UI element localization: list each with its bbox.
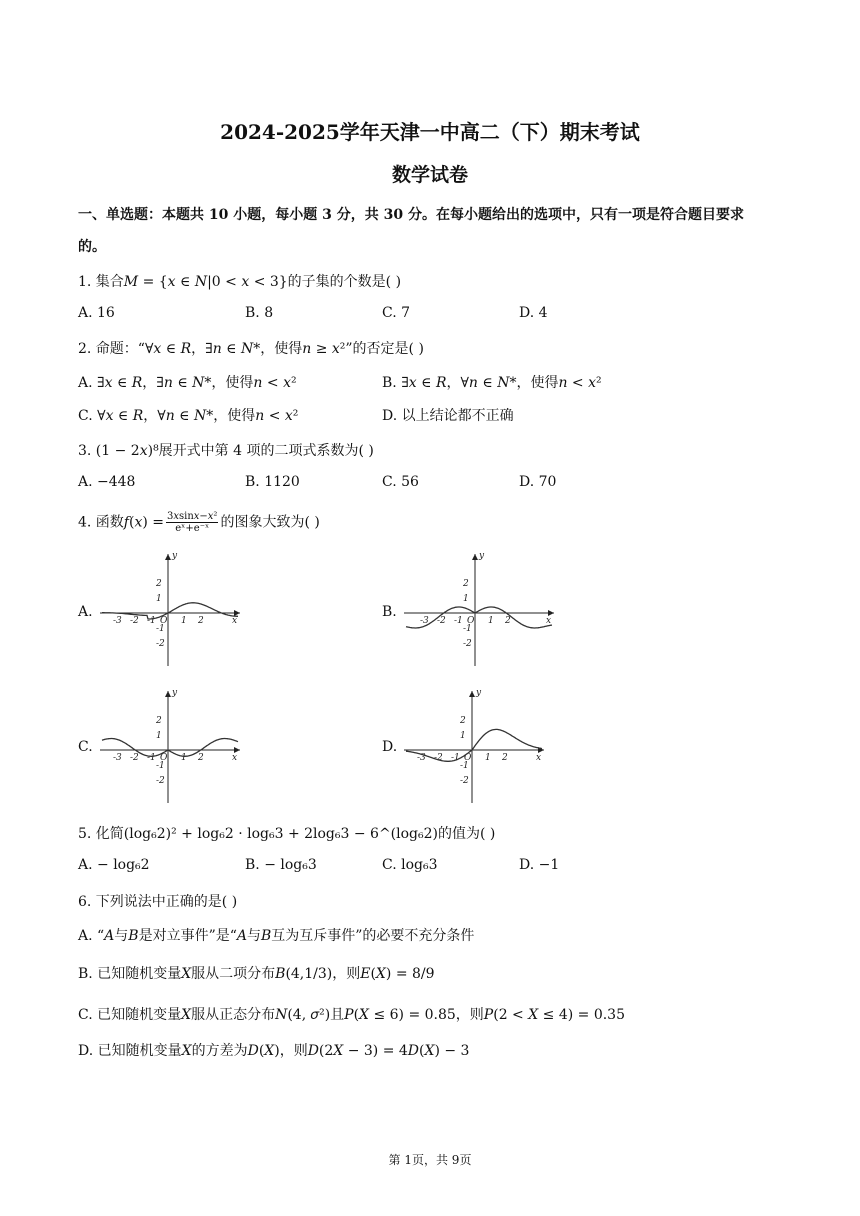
- q5-option-c: C. log₆3: [382, 857, 438, 873]
- y-axis-label: y: [172, 688, 178, 698]
- y-tick-label: -2: [460, 776, 469, 786]
- origin-label: O: [467, 616, 475, 626]
- q4-label-c: C.: [78, 739, 93, 755]
- x-tick-label: 1: [181, 753, 187, 763]
- q2-option-b: B. ∃𝑥 ∈ 𝑅，∀𝑛 ∈ 𝑁*，使得𝑛 < 𝑥²: [382, 375, 602, 391]
- q6-stem: 6. 下列说法中正确的是( ): [78, 894, 238, 910]
- q3-option-b: B. 1120: [245, 474, 300, 490]
- x-tick-label: 1: [485, 753, 491, 763]
- x-axis-label: x: [232, 753, 238, 763]
- q3-option-a: A. −448: [78, 474, 136, 490]
- q4-fraction: [166, 511, 218, 534]
- q1-option-c: C. 7: [382, 305, 411, 321]
- origin-label: O: [464, 753, 472, 763]
- x-tick-label: -3: [113, 616, 122, 626]
- q6-option-a: A. “𝐴与𝐵是对立事件”是“𝐴与𝐵互为互斥事件”的必要不充分条件: [78, 928, 475, 944]
- q6-option-d: D. 已知随机变量𝑋的方差为𝐷(𝑋)，则𝐷(2𝑋 − 3) = 4𝐷(𝑋) − 3: [78, 1043, 470, 1059]
- q4-graph-d: [400, 685, 550, 807]
- page-footer: 第 1页，共 9页: [388, 1153, 472, 1167]
- q2-option-c: C. ∀𝑥 ∈ 𝑅，∀𝑛 ∈ 𝑁*，使得𝑛 < 𝑥²: [78, 408, 299, 424]
- function-curve: [102, 603, 238, 619]
- x-axis-label: x: [232, 616, 238, 626]
- origin-label: O: [160, 753, 168, 763]
- y-tick-label: -1: [463, 624, 472, 634]
- y-tick-label: -1: [156, 761, 165, 771]
- q3-option-c: C. 56: [382, 474, 419, 490]
- q3-option-d: D. 70: [519, 474, 557, 490]
- y-tick-label: 1: [463, 594, 469, 604]
- q4-graph-a: [96, 548, 246, 670]
- y-tick-label: -2: [156, 639, 165, 649]
- y-axis-arrow: [165, 554, 171, 560]
- x-tick-label: -2: [130, 616, 139, 626]
- y-tick-label: 2: [463, 579, 469, 589]
- y-tick-label: -1: [156, 624, 165, 634]
- y-axis-label: y: [476, 688, 482, 698]
- y-tick-label: -1: [460, 761, 469, 771]
- x-tick-label: -1: [454, 616, 463, 626]
- q4-label-a: A.: [78, 604, 93, 620]
- x-tick-label: -2: [434, 753, 443, 763]
- q2-stem: 2. 命题：“∀𝑥 ∈ 𝑅，∃𝑛 ∈ 𝑁*，使得𝑛 ≥ 𝑥²”的否定是( ): [78, 341, 424, 357]
- q5-option-a: A. − log₆2: [78, 857, 150, 873]
- q1-option-d: D. 4: [519, 305, 548, 321]
- x-tick-label: -1: [147, 616, 156, 626]
- y-axis-label: y: [172, 551, 178, 561]
- q1-option-a: A. 16: [78, 305, 115, 321]
- q1-option-b: B. 8: [245, 305, 274, 321]
- x-axis-label: x: [536, 753, 542, 763]
- x-tick-label: 1: [181, 616, 187, 626]
- section-intro-line1: 一、单选题：本题共 10 小题，每小题 3 分，共 30 分。在每小题给出的选项中，只有一项是符合题目要求: [78, 207, 744, 223]
- q6-option-c: C. 已知随机变量𝑋服从正态分布𝑁(4, 𝜎²)且𝑃(𝑋 ≤ 6) = 0.85，则𝑃(2 < 𝑋 ≤ 4) = 0.35: [78, 1007, 625, 1023]
- y-tick-label: 1: [156, 594, 162, 604]
- function-curve: [102, 739, 238, 757]
- q5-option-b: B. − log₆3: [245, 857, 317, 873]
- q4-stem-suffix: 的图象大致为( ): [220, 514, 320, 531]
- x-tick-label: -3: [420, 616, 429, 626]
- x-tick-label: -3: [113, 753, 122, 763]
- x-tick-label: 2: [198, 616, 204, 626]
- q3-stem: 3. (1 − 2𝑥)⁸展开式中第 4 项的二项式系数为( ): [78, 443, 374, 459]
- page-title: 2024-2025学年天津一中高二（下）期末考试: [220, 120, 640, 144]
- y-axis-arrow: [469, 691, 475, 697]
- q5-option-d: D. −1: [519, 857, 560, 873]
- q4-graph-b: [400, 548, 560, 670]
- q1-stem: 1. 集合𝑀 = {𝑥 ∈ 𝑁|0 < 𝑥 < 3}的子集的个数是( ): [78, 274, 402, 290]
- x-axis-label: x: [546, 616, 552, 626]
- x-tick-label: 1: [488, 616, 494, 626]
- x-tick-label: 2: [505, 616, 511, 626]
- q4-graph-c: [96, 685, 246, 807]
- q4-stem-prefix: 4. 函数𝑓(𝑥) =: [78, 514, 164, 531]
- y-axis-arrow: [165, 691, 171, 697]
- x-tick-label: -2: [130, 753, 139, 763]
- origin-label: O: [160, 616, 168, 626]
- q4-label-d: D.: [382, 739, 398, 755]
- y-tick-label: 2: [156, 579, 162, 589]
- y-tick-label: 2: [156, 716, 162, 726]
- x-tick-label: 2: [502, 753, 508, 763]
- x-tick-label: -1: [147, 753, 156, 763]
- q6-option-b: B. 已知随机变量𝑋服从二项分布𝐵(4,1/3)，则𝐸(𝑋) = 8/9: [78, 966, 435, 982]
- y-tick-label: 2: [460, 716, 466, 726]
- q2-option-a: A. ∃𝑥 ∈ 𝑅，∃𝑛 ∈ 𝑁*，使得𝑛 < 𝑥²: [78, 375, 297, 391]
- q2-option-d: D. 以上结论都不正确: [382, 408, 514, 424]
- x-tick-label: -3: [417, 753, 426, 763]
- section-intro-line2: 的。: [78, 239, 106, 255]
- q4-stem: [78, 511, 320, 534]
- x-tick-label: 2: [198, 753, 204, 763]
- q4-frac-den: eˣ+e⁻ˣ: [175, 523, 210, 534]
- x-tick-label: -1: [451, 753, 460, 763]
- q4-label-b: B.: [382, 604, 397, 620]
- q4-frac-num: 3𝑥sin𝑥−𝑥²: [167, 511, 218, 522]
- y-axis-arrow: [472, 554, 478, 560]
- x-tick-label: -2: [437, 616, 446, 626]
- y-axis-label: y: [479, 551, 485, 561]
- y-tick-label: -2: [463, 639, 472, 649]
- y-tick-label: 1: [460, 731, 466, 741]
- function-curve: [406, 729, 542, 761]
- y-tick-label: 1: [156, 731, 162, 741]
- y-tick-label: -2: [156, 776, 165, 786]
- page-subtitle: 数学试卷: [391, 164, 468, 186]
- q5-stem: 5. 化简(log₆2)² + log₆2 · log₆3 + 2log₆3 − 6^(log₆2)的值为( ): [78, 826, 496, 842]
